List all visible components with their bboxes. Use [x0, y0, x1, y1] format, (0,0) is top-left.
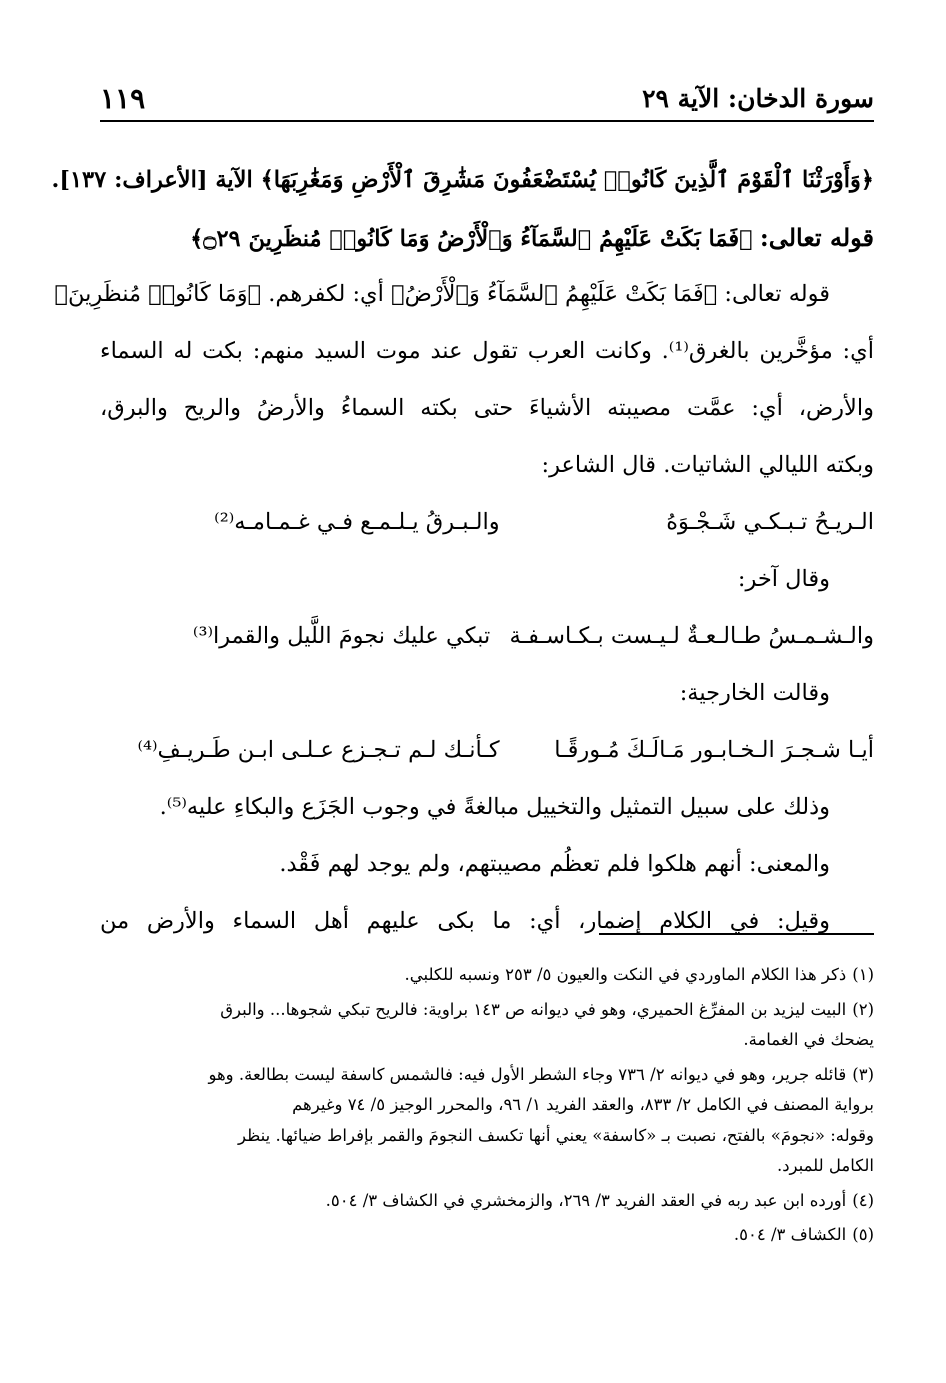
poem-intro: وقال آخر: — [737, 566, 830, 592]
main-text — [51, 152, 874, 950]
footnote-separator — [599, 933, 874, 935]
footnote-number: (٢) — [852, 999, 874, 1019]
paragraph-line: أي: مؤخَّرين بالغرق⁽¹⁾. وكانت العرب تقول عند موت السيد منهم: بكت له السماء — [100, 338, 874, 364]
paragraph-line: والأرض، أي: عمَّت مصيبته الأشياءَ حتى بكته السماءُ والأرضُ والريح والبرق، — [100, 395, 874, 421]
paragraph-line: قوله تعالى: ﴿فَمَا بَكَتْ عَلَيْهِمُ ٱلسَّمَآءُ وَٱلْأَرْضُ﴾ أي: لكفرهم. ﴿وَمَا كَانُوا۟ مُنظَرِينَ﴾ — [54, 281, 830, 307]
footnote-text: قائله جرير، وهو في ديوانه ٢/ ٧٣٦ وجاء الشطر الأول فيه: فالشمس كاسفة ليست بطالعة. وهو — [208, 1064, 847, 1084]
header-rule — [100, 120, 874, 122]
footnote-text: يضحك في الغمامة. — [743, 1030, 874, 1049]
poem-second-hemistich: تبكي عليك نجومَ اللَّيل والقمرا⁽³⁾ — [192, 623, 491, 649]
footnote-text: الكشاف ٣/ ٥٠٤. — [733, 1225, 847, 1244]
footnote-number: (١) — [852, 965, 874, 984]
footnote-text: أورده ابن عبد ربه في العقد الفريد ٣/ ٢٦٩، والزمخشري في الكشاف ٣/ ٥٠٤. — [325, 1190, 847, 1210]
paragraph-line: وذلك على سبيل التمثيل والتخييل مبالغةً في وجوب الجَزَع والبكاءِ عليه⁽⁵⁾. — [159, 794, 830, 820]
poem-first-hemistich: والـشـمـسُ طـالـعـةٌ لـيـست بـكـاسـفـة — [509, 623, 874, 649]
poem-verse-2 — [100, 608, 874, 665]
footnote-text: ذكر هذا الكلام الماوردي في النكت والعيون ٥/ ٢٥٣ ونسبه للكلبي. — [404, 965, 847, 984]
poem-second-hemistich: كـأنـك لـم تـجـزع عـلـى ابـن طَـريـفِ⁽⁴⁾ — [137, 737, 500, 763]
poem-verse-1 — [100, 494, 874, 551]
verse-heading-text: ﴿فَمَا بَكَتْ عَلَيْهِمُ ٱلسَّمَآءُ وَٱلْأَرْضُ وَمَا كَانُوا۟ مُنظَرِينَ ۝٢٩﴾ — [190, 226, 753, 252]
page-number: ١١٩ — [100, 82, 146, 115]
footnote-number: (٥) — [852, 1225, 874, 1244]
paragraph-line: وقيل: في الكلام إضمار، أي: ما بكى عليهم أهل السماء والأرض من — [100, 908, 830, 934]
verse-heading — [100, 209, 874, 266]
header-title: سورة الدخان: الآية ٢٩ — [642, 84, 874, 113]
footnote-text: الكامل للمبرد. — [776, 1156, 874, 1175]
poem-intro: وقالت الخارجية: — [679, 680, 830, 706]
footnote — [100, 1186, 874, 1217]
footnote — [100, 1220, 874, 1251]
footnote — [100, 995, 874, 1056]
quran-citation-line: ﴿وَأَوْرَثْنَا ٱلْقَوْمَ ٱلَّذِينَ كَانُوا۟ يُسْتَضْعَفُونَ مَشَٰرِقَ ٱلْأَرْضِ وَمَغَٰرِبَهَا﴾ الآية [الأعراف: ١٣٧]. — [51, 167, 874, 193]
footnote-text: وقوله: «نجومَ» بالفتح، نصبت بـ «كاسفة» يعني أنها تكسف النجومَ والقمر بإفراط ضيائها. ينظر — [237, 1125, 874, 1145]
running-header — [100, 78, 874, 118]
footnote-number: (٣) — [852, 1064, 874, 1084]
footnote-number: (٤) — [852, 1190, 874, 1210]
paragraph-line: والمعنى: أنهم هلكوا فلم تعظُم مصيبتهم، ولم يوجد لهم فَقْد. — [279, 851, 830, 877]
verse-heading-label: قوله تعالى: — [759, 223, 874, 252]
poem-second-hemistich: والـبـرقُ يـلـمـع فـي غـمـامـه⁽²⁾ — [214, 509, 500, 535]
poem-first-hemistich: الـريـحُ تـبـكـي شَـجْـوَهُ — [666, 509, 874, 535]
footnote-text: برواية المصنف في الكامل ٢/ ٨٣٣، والعقد الفريد ١/ ٩٦، والمحرر الوجيز ٥/ ٧٤ وغيرهم — [292, 1095, 874, 1114]
poem-first-hemistich: أيـا شـجـرَ الـخـابـور مَـالَـكَ مُـورقًـا — [554, 737, 874, 763]
footnote — [100, 1060, 874, 1182]
paragraph-line: وبكته الليالي الشاتيات. قال الشاعر: — [541, 452, 874, 478]
footnote-text: البيت ليزيد بن المفرِّغ الحميري، وهو في ديوانه ص ١٤٣ براوية: فالريح تبكي شجوها... والبرق — [220, 999, 847, 1019]
poem-verse-3 — [100, 722, 874, 779]
footnote — [100, 960, 874, 991]
footnotes — [100, 960, 874, 1255]
